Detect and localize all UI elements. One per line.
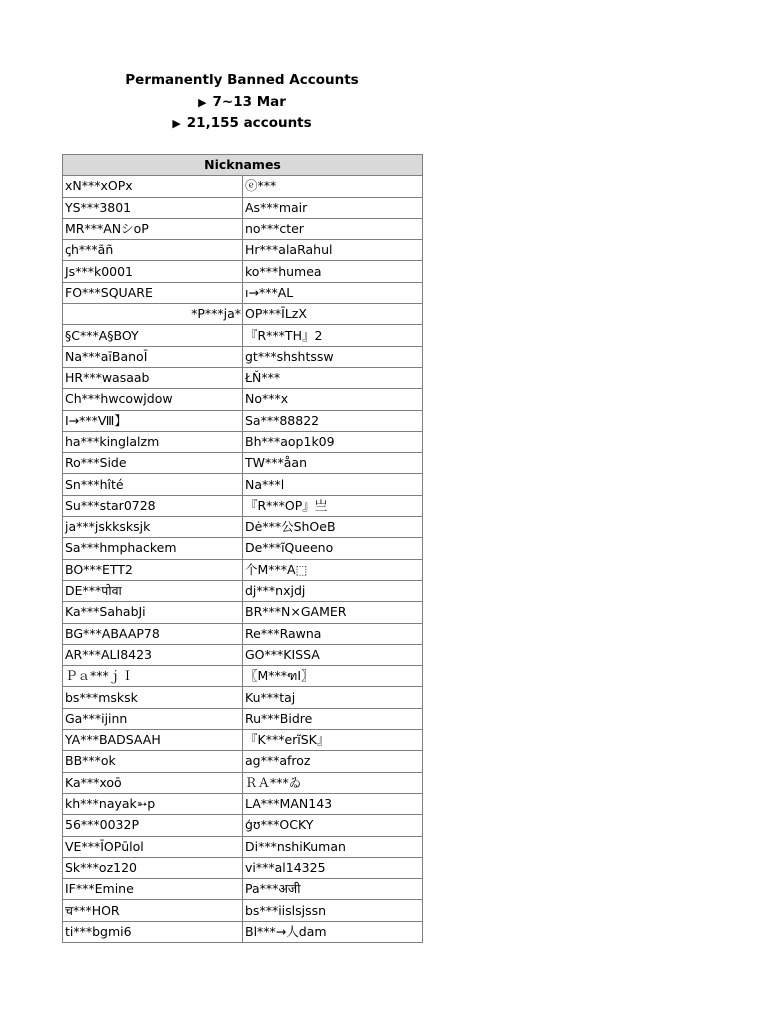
nickname-cell-right: Ku***taj [243,687,423,708]
nickname-cell-left: MR***ANシoP [63,218,243,239]
nickname-cell-left: IF***Emine [63,879,243,900]
table-row [63,687,423,708]
nickname-cell-left: YA***BADSAAH [63,730,243,751]
table-row [63,730,423,751]
table-row [63,836,423,857]
nickname-cell-left: I→***Ⅷ】 [63,410,243,431]
nickname-cell-right: OP***ĪLzX [243,304,423,325]
nickname-cell-left: Ro***Side [63,453,243,474]
nickname-cell-left: YS***3801 [63,197,243,218]
nickname-cell-right: ＲＡ***ゐ [243,772,423,793]
nickname-cell-left: Sn***hîté [63,474,243,495]
nickname-cell-right: 〖M***ฑI〗 [243,666,423,687]
table-row [63,879,423,900]
nickname-cell-right: 『R***OP』亗 [243,495,423,516]
nickname-cell-right: 『R***TH』2 [243,325,423,346]
table-header-row [63,155,423,176]
table-row [63,538,423,559]
nickname-cell-left: kh***nayak➳p [63,793,243,814]
nickname-cell-right: 『K***erĩSK』 [243,730,423,751]
nickname-cell-left: ꞔh***ãñ [63,240,243,261]
nickname-cell-right: As***mair [243,197,423,218]
nickname-cell-left: ha***kinglalzm [63,431,243,452]
nickname-cell-left: ja***jskksksjk [63,517,243,538]
report-header [62,70,422,135]
nickname-cell-right: Bh***aop1k09 [243,431,423,452]
table-row [63,772,423,793]
table-row [63,240,423,261]
table-row [63,793,423,814]
nickname-cell-right: Di***nshiKuman [243,836,423,857]
table-row [63,495,423,516]
nickname-cell-right: gt***shshtssw [243,346,423,367]
nickname-cell-right: Sa***88822 [243,410,423,431]
nickname-cell-left: bs***msksk [63,687,243,708]
table-row [63,815,423,836]
nickname-cell-right: ⓔ*** [243,176,423,197]
nickname-cell-left: Ka***xoō [63,772,243,793]
table-row [63,474,423,495]
table-row [63,708,423,729]
nickname-cell-left: Ch***hwcowjdow [63,389,243,410]
table-row [63,666,423,687]
report-title: Permanently Banned Accounts [125,72,359,88]
table-row [63,857,423,878]
table-row [63,367,423,388]
nickname-cell-right: Pa***अजी [243,879,423,900]
nickname-cell-left: Ga***ijinn [63,708,243,729]
nickname-cell-left: Na***aīBanoĪ [63,346,243,367]
nickname-cell-left: Js***k0001 [63,261,243,282]
nickname-cell-left: Ka***SahabJi [63,602,243,623]
bullet-triangle-icon: ▶ [172,117,181,130]
nickname-cell-right: bs***iislsjssn [243,900,423,921]
column-header-nicknames: Nicknames [63,155,423,176]
date-range-line [62,92,422,114]
nickname-cell-left: *P***ja* [63,304,243,325]
table-row [63,453,423,474]
nickname-cell-left: AR***ALI8423 [63,644,243,665]
table-row [63,623,423,644]
nickname-cell-right: BR***N×GAMER [243,602,423,623]
nickname-cell-right: dj***nxjdj [243,580,423,601]
nickname-cell-right: No***x [243,389,423,410]
nickname-cell-right: GO***KISSA [243,644,423,665]
nickname-cell-right: ko***humea [243,261,423,282]
nickname-cell-left: HR***wasaab [63,367,243,388]
nickname-cell-left: DE***पोवा [63,580,243,601]
table-row [63,431,423,452]
nickname-cell-right: Na***l [243,474,423,495]
nickname-cell-left: ti***bgmi6 [63,921,243,942]
table-row [63,900,423,921]
table-row [63,517,423,538]
nickname-cell-left: च***HOR [63,900,243,921]
nickname-cell-left: VE***ĪOPūlol [63,836,243,857]
table-row [63,410,423,431]
table-body [63,176,423,943]
nickname-cell-right: Hr***alaRahul [243,240,423,261]
nickname-cell-right: Dė***公ShOeB [243,517,423,538]
table-row [63,304,423,325]
table-row [63,580,423,601]
nickname-cell-left: BG***ABAAP78 [63,623,243,644]
nickname-cell-left: BB***ok [63,751,243,772]
nickname-cell-right: ŁŇ*** [243,367,423,388]
nickname-cell-right: Bl***→人dam [243,921,423,942]
nickname-cell-left: FO***SQUARE [63,282,243,303]
table-row [63,282,423,303]
nickname-cell-right: De***ĩQueeno [243,538,423,559]
nickname-cell-right: LA***MAN143 [243,793,423,814]
nickname-cell-left: Sk***oz120 [63,857,243,878]
table-row [63,644,423,665]
nickname-cell-right: no***cter [243,218,423,239]
table-row [63,602,423,623]
bullet-triangle-icon: ▶ [198,95,207,109]
nickname-cell-right: Re***Rawna [243,623,423,644]
nickname-cell-right: 个M***A⬚ [243,559,423,580]
account-count-line [62,113,422,135]
nickname-cell-left: BO***ETT2 [63,559,243,580]
date-range: 7~13 Mar [212,93,286,110]
table-row [63,261,423,282]
nickname-cell-left: 56***0032P [63,815,243,836]
table-row [63,389,423,410]
table-row [63,346,423,367]
table-row [63,751,423,772]
nickname-cell-left: §C***A§BOY [63,325,243,346]
banned-nicknames-table [62,154,423,943]
table-row [63,559,423,580]
nickname-cell-right: vi***al14325 [243,857,423,878]
table-row [63,325,423,346]
nickname-cell-left: xN***xOPx [63,176,243,197]
nickname-cell-right: ag***afroz [243,751,423,772]
nickname-cell-right: ı→***AL [243,282,423,303]
nickname-cell-left: Ｐａ***ｊＩ [63,666,243,687]
table-row [63,176,423,197]
nickname-cell-right: Ru***Bidre [243,708,423,729]
table-row [63,218,423,239]
nickname-cell-left: Su***star0728 [63,495,243,516]
table-row [63,197,423,218]
nickname-cell-right: ģʊ***OCKY [243,815,423,836]
table-row [63,921,423,942]
account-count: 21,155 accounts [186,115,312,131]
nickname-cell-left: Sa***hmphackem [63,538,243,559]
nickname-cell-right: TW***åan [243,453,423,474]
